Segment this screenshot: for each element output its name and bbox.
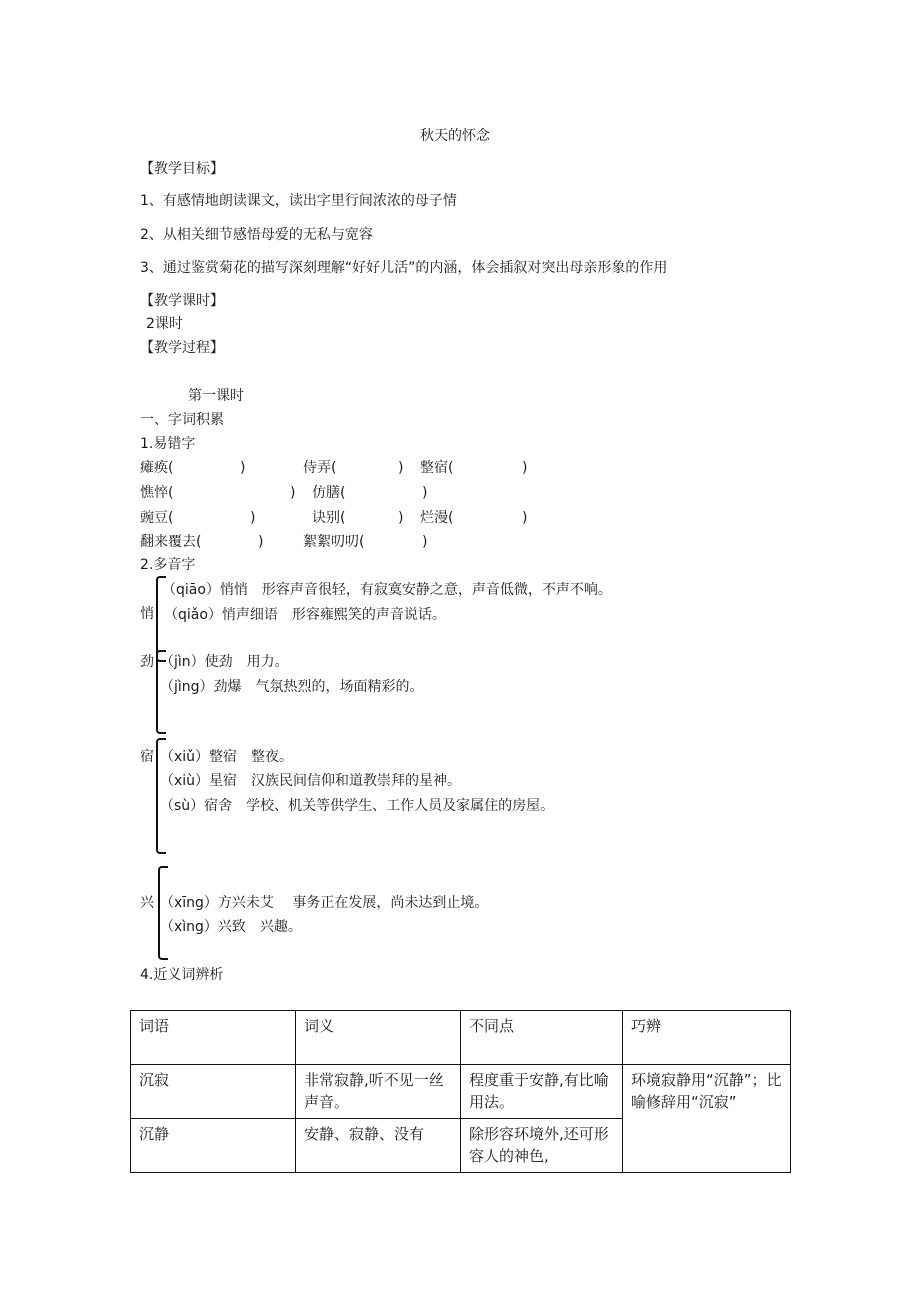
polyphone-char-xing: 兴 — [140, 895, 154, 911]
word-paren: ) — [290, 485, 296, 501]
polyphone-line: （xìng）兴致 兴趣。 — [160, 919, 302, 935]
cell-word: 沉寂 — [131, 1065, 296, 1119]
goal-item-3: 3、通过鉴赏菊花的描写深刻理解“好好儿活”的内涵，体会插叙对突出母亲形象的作用 — [140, 260, 668, 276]
polyphone-char-qiao: 悄 — [140, 606, 154, 622]
lesson-heading: 第一课时 — [188, 388, 244, 404]
word-paren: ) — [522, 460, 528, 476]
table-header-row — [131, 1011, 791, 1065]
word-paren: ) — [250, 510, 256, 526]
page-title: 秋天的怀念 — [420, 128, 490, 144]
hours-heading: 【教学课时】 — [140, 293, 224, 309]
hours-value: 2课时 — [146, 316, 183, 332]
word-juebie: 诀别( — [312, 510, 346, 526]
polyphone-line: （jìng）劲爆 气氛热烈的，场面精彩的。 — [160, 679, 424, 695]
word-qiaocui: 憔悴( — [140, 485, 174, 501]
goal-item-2: 2、从相关细节感悟母爱的无私与宽容 — [140, 227, 373, 243]
polyphone-char-jin: 劲 — [140, 654, 154, 670]
cell-tip: 环境寂静用“沉静”；比喻修辞用“沉寂” — [623, 1065, 791, 1173]
word-paren: ) — [422, 534, 428, 550]
header-cell: 巧辨 — [623, 1011, 791, 1065]
table-row — [131, 1065, 791, 1119]
polyphone-line: （qiāo）悄悄 形容声音很轻，有寂寞安静之意，声音低微，不声不响。 — [162, 582, 612, 598]
cell-difference: 程度重于安静,有比喻用法。 — [461, 1065, 623, 1119]
word-paren: ) — [398, 510, 404, 526]
brace-xing — [158, 866, 168, 960]
word-zhengxiu: 整宿( — [420, 460, 454, 476]
polyphone-line: （xīng）方兴未艾 事务正在发展，尚未达到止境。 — [160, 895, 489, 911]
word-paren: ) — [240, 460, 246, 476]
cell-word: 沉静 — [131, 1119, 296, 1173]
polyphone-line: （jìn）使劲 用力。 — [160, 654, 289, 670]
process-heading: 【教学过程】 — [140, 340, 224, 356]
section-heading: 一、字词积累 — [140, 412, 224, 428]
word-fanlaifuqu: 翻来覆去( — [140, 534, 202, 550]
header-cell: 词义 — [296, 1011, 461, 1065]
cell-meaning: 安静、寂静、没有 — [296, 1119, 461, 1173]
polyphone-line: （xiǔ）整宿 整夜。 — [160, 749, 294, 765]
header-cell: 不同点 — [461, 1011, 623, 1065]
cell-difference: 除形容环境外,还可形容人的神色, — [461, 1119, 623, 1173]
synonym-heading: 4.近义词辨析 — [140, 967, 224, 983]
goals-heading: 【教学目标】 — [140, 161, 224, 177]
word-lanman: 烂漫( — [420, 510, 454, 526]
word-wandou: 豌豆( — [140, 510, 174, 526]
word-fangshan: 仿膳( — [312, 485, 346, 501]
header-cell: 词语 — [131, 1011, 296, 1065]
word-paren: ) — [422, 485, 428, 501]
synonym-table — [130, 1010, 791, 1173]
polyphone-heading: 2.多音字 — [140, 557, 196, 573]
polyphone-char-su: 宿 — [140, 749, 154, 765]
polyphone-line: （qiǎo）悄声细语 形容雍熙笑的声音说话。 — [164, 607, 446, 623]
word-paren: ) — [258, 534, 264, 550]
polyphone-line: （sù）宿舍 学校、机关等供学生、工作人员及家属住的房屋。 — [160, 798, 555, 814]
word-paren: ) — [398, 460, 404, 476]
cell-meaning: 非常寂静,听不见一丝声音。 — [296, 1065, 461, 1119]
goal-item-1: 1、有感情地朗读课文，读出字里行间浓浓的母子情 — [140, 193, 457, 209]
word-xuxudaodao: 絮絮叨叨( — [303, 534, 365, 550]
word-paren: ) — [522, 510, 528, 526]
word-tanhuan: 瘫痪( — [140, 460, 174, 476]
word-shinong: 侍弄( — [303, 460, 337, 476]
confusing-heading: 1.易错字 — [140, 436, 196, 452]
polyphone-line: （xiù）星宿 汉族民间信仰和道教崇拜的星神。 — [160, 773, 462, 789]
